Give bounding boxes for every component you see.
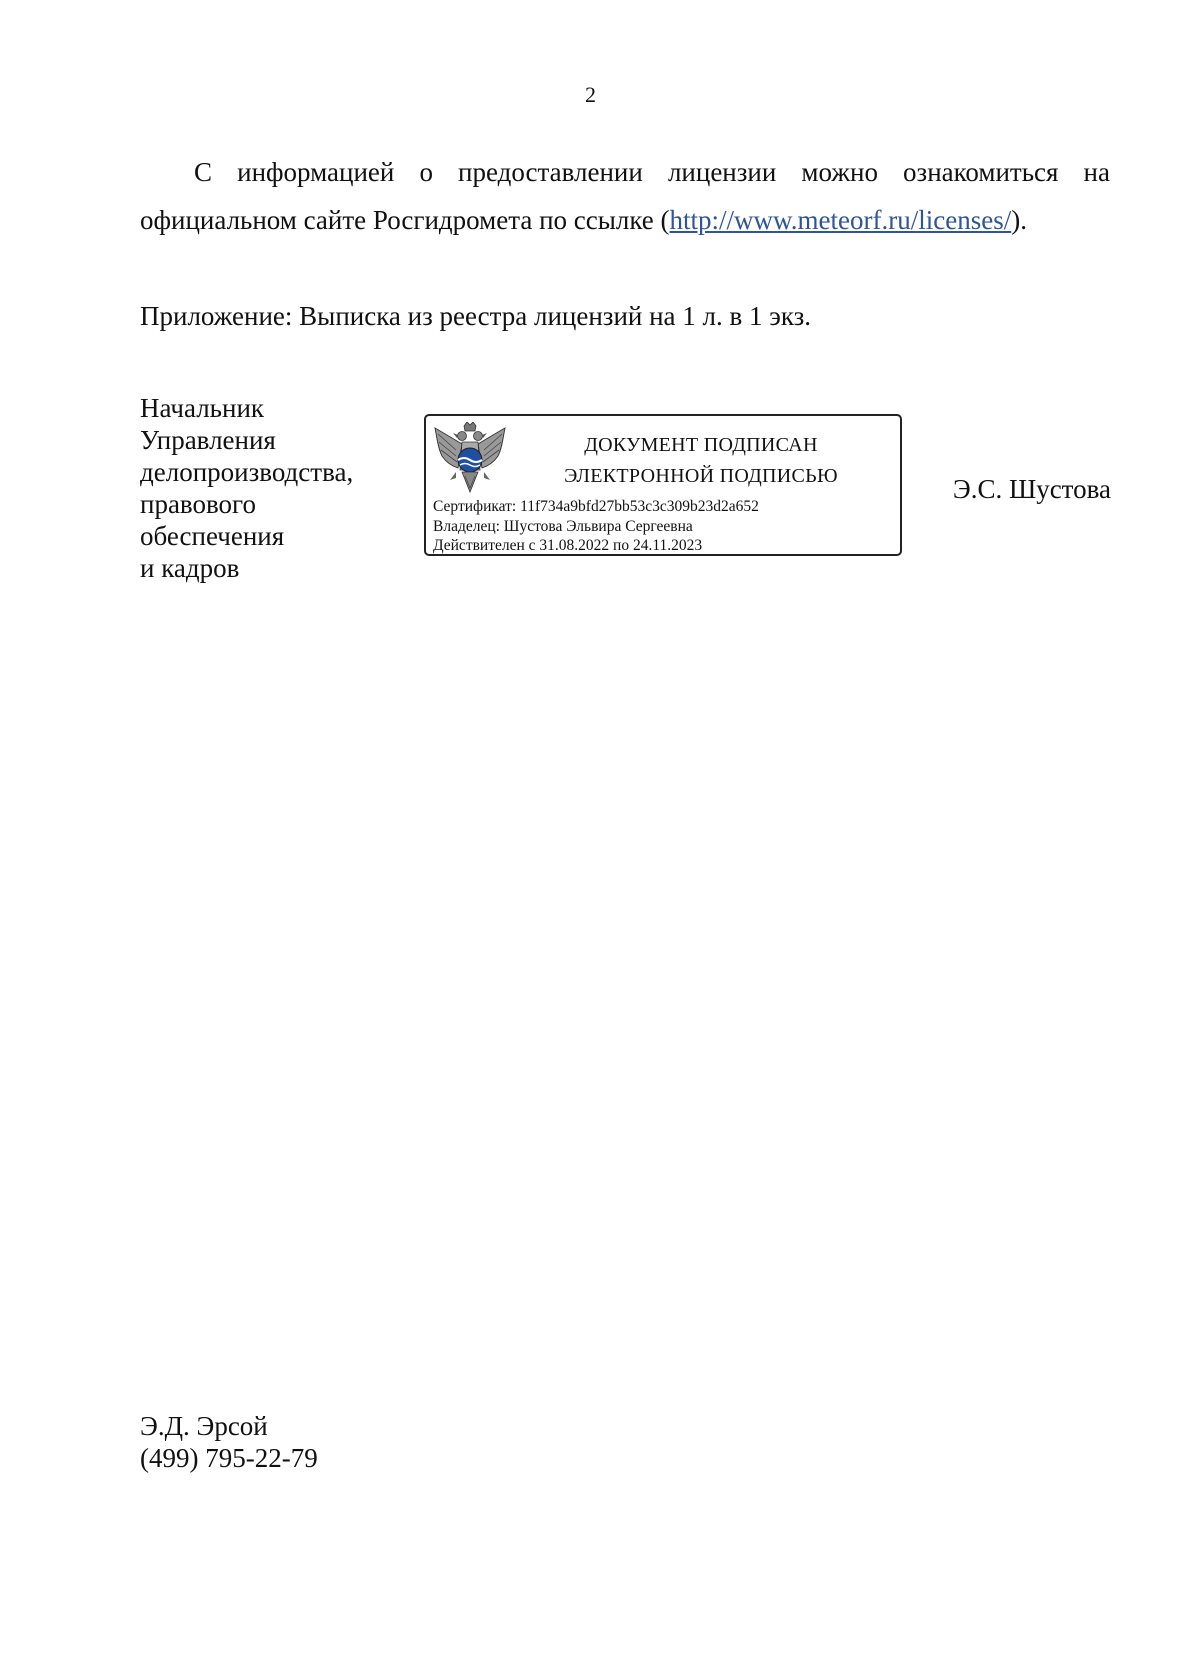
stamp-validity: Действителен с 31.08.2022 по 24.11.2023	[433, 537, 703, 554]
signer-position-line: Управления	[140, 425, 276, 455]
attachment-note: Приложение: Выписка из реестра лицензий на 1 л. в 1 экз.	[140, 301, 812, 331]
stamp-owner: Владелец: Шустова Эльвира Сергеевна	[433, 517, 693, 535]
license-info-text: С информацией о предоставлении лицензии можно ознакомиться на официальном сайте Росгидромета по ссылке (	[140, 157, 1110, 235]
stamp-title-line: ЭЛЕКТРОННОЙ ПОДПИСЬЮ	[564, 465, 838, 487]
licenses-link[interactable]: http://www.meteorf.ru/licenses/	[669, 205, 1012, 235]
executor-name: Э.Д. Эрсой	[140, 1411, 268, 1441]
signer-position-line: обеспечения	[140, 521, 285, 551]
roshydromet-eagle-emblem-icon	[432, 422, 508, 502]
stamp-title-line: ДОКУМЕНТ ПОДПИСАН	[584, 434, 818, 456]
signer-position-line: делопроизводства,	[140, 457, 354, 487]
stamp-details	[433, 497, 759, 556]
signer-position-line: правового	[140, 489, 256, 519]
page-number: 2	[585, 82, 596, 107]
signer-position	[140, 392, 353, 584]
license-info-text-end: ).	[1011, 205, 1027, 235]
stamp-certificate: Сертификат: 11f734a9bfd27bb53c3c309b23d2a652	[433, 498, 759, 515]
executor-block	[140, 1410, 318, 1474]
signer-name: Э.С. Шустова	[952, 474, 1111, 504]
license-info-paragraph	[140, 148, 1110, 244]
electronic-signature-stamp	[424, 414, 902, 556]
signer-position-line: и кадров	[140, 553, 240, 583]
stamp-title	[526, 430, 876, 492]
executor-phone: (499) 795-22-79	[140, 1443, 318, 1473]
signer-position-line: Начальник	[140, 393, 265, 423]
